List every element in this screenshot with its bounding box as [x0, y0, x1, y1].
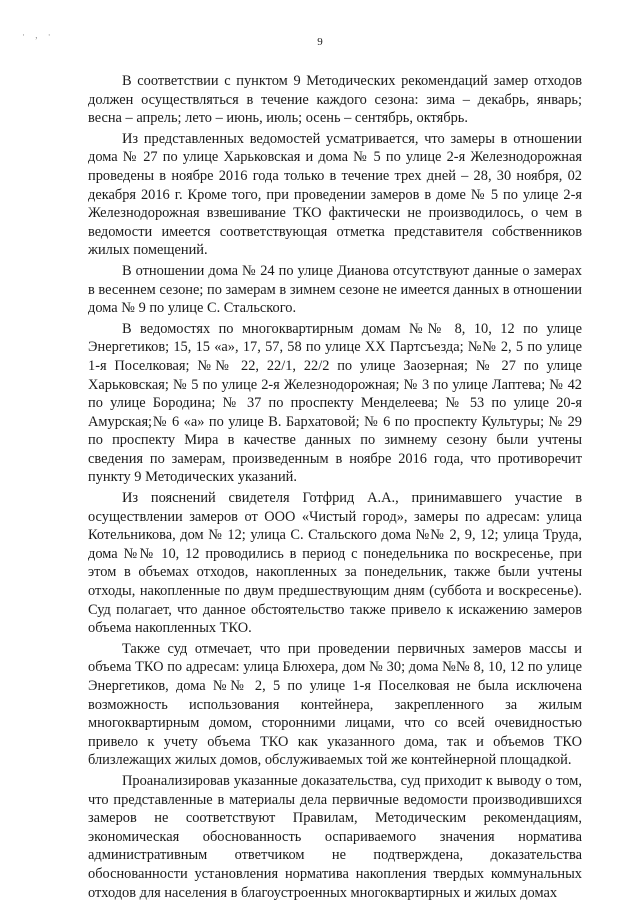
paragraph-4: В ведомостях по многоквартирным домам №№ 8, 10, 12 по улице Энергетиков; 15, 15 «а», 17, 57, 58 по улице XX Партсъезда; №№ 2, 5 по улице 1-я Поселковая; №№ 22, 22/1, 22/2 по улице Заозерная; № 27 по улице Харьковская; № 5 по улице 2-я Железнодорожная; № 3 по улице Лаптева; № 42 по улице Бородина; № 37 по проспекту Менделеева; № 53 по улице 20-я Амурская;№ 6 «а» по улице В. Бархатовой; № 6 по проспекту Культуры; № 29 по проспекту Мира в качестве данных по зимнему сезону были учтены сведения по замерам, произведенным в ноябре 2016 года, что противоречит пункту 9 Методических указаний. [88, 320, 582, 486]
paragraph-3: В отношении дома № 24 по улице Дианова отсутствуют данные о замерах в весеннем сезоне; по замерам в зимнем сезоне не имеется данных в отношении дома № 9 по улице С. Стальского. [88, 262, 582, 317]
paragraph-7: Проанализировав указанные доказательства, суд приходит к выводу о том, что представленные в материалы дела первичные ведомости производившихся замеров не соответствуют Правилам, Методическим рекомендациям, экономическая обоснованность оспариваемого значения норматива административным ответчиком не подтверждена, доказательства обоснованности установления норматива накопления твердых коммунальных отходов для населения в благоустроенных многоквартирных и жилых домах [88, 772, 582, 901]
page-number: 9 [317, 36, 323, 48]
scan-artifact-marks: · , · [22, 30, 55, 40]
paragraph-2: Из представленных ведомостей усматривается, что замеры в отношении дома № 27 по улице Харьковская и дома № 5 по улице 2-я Железнодорожная проведены в ноябре 2016 года только в течение трех дней – 28, 30 ноября, 02 декабря 2016 г. Кроме того, при проведении замеров в доме № 5 по улице 2-я Железнодорожная взвешивание ТКО фактически не производилось, о чем в ведомости имеется соответствующая отметка представителя собственников жилых помещений. [88, 130, 582, 259]
paragraph-5: Из пояснений свидетеля Готфрид А.А., принимавшего участие в осуществлении замеров от ООО «Чистый город», замеры по адресам: улица Котельникова, дом № 12; улица С. Стальского дома №№ 2, 9, 12; улица Труда, дома №№ 10, 12 проводились в период с понедельника по воскресенье, при этом в объемах отходов, накопленных за понедельник, также были учтены отходы, накопленные по двум предшествующим дням (суббота и воскресенье). Суд полагает, что данное обстоятельство также привело к искажению замеров объема накопленных ТКО. [88, 490, 582, 637]
paragraph-1: В соответствии с пунктом 9 Методических рекомендаций замер отходов должен осуществляться в течение каждого сезона: зима – декабрь, январь; весна – апрель; лето – июнь, июль; осень – сентябрь, октябрь. [88, 73, 582, 127]
paragraph-6: Также суд отмечает, что при проведении первичных замеров массы и объема ТКО по адресам: улица Блюхера, дом № 30; дома №№ 8, 10, 12 по улице Энергетиков, дома №№ 2, 5 по улице 1-я Поселковая не была исключена возможность использования контейнера, закрепленного за жилым многоквартирным домом, сторонними лицами, что со всей очевидностью привело к учету объема ТКО как указанного дома, так и объемов ТКО близлежащих жилых домов, обслуживаемых той же контейнерной площадкой. [88, 640, 582, 769]
document-body [88, 72, 582, 902]
